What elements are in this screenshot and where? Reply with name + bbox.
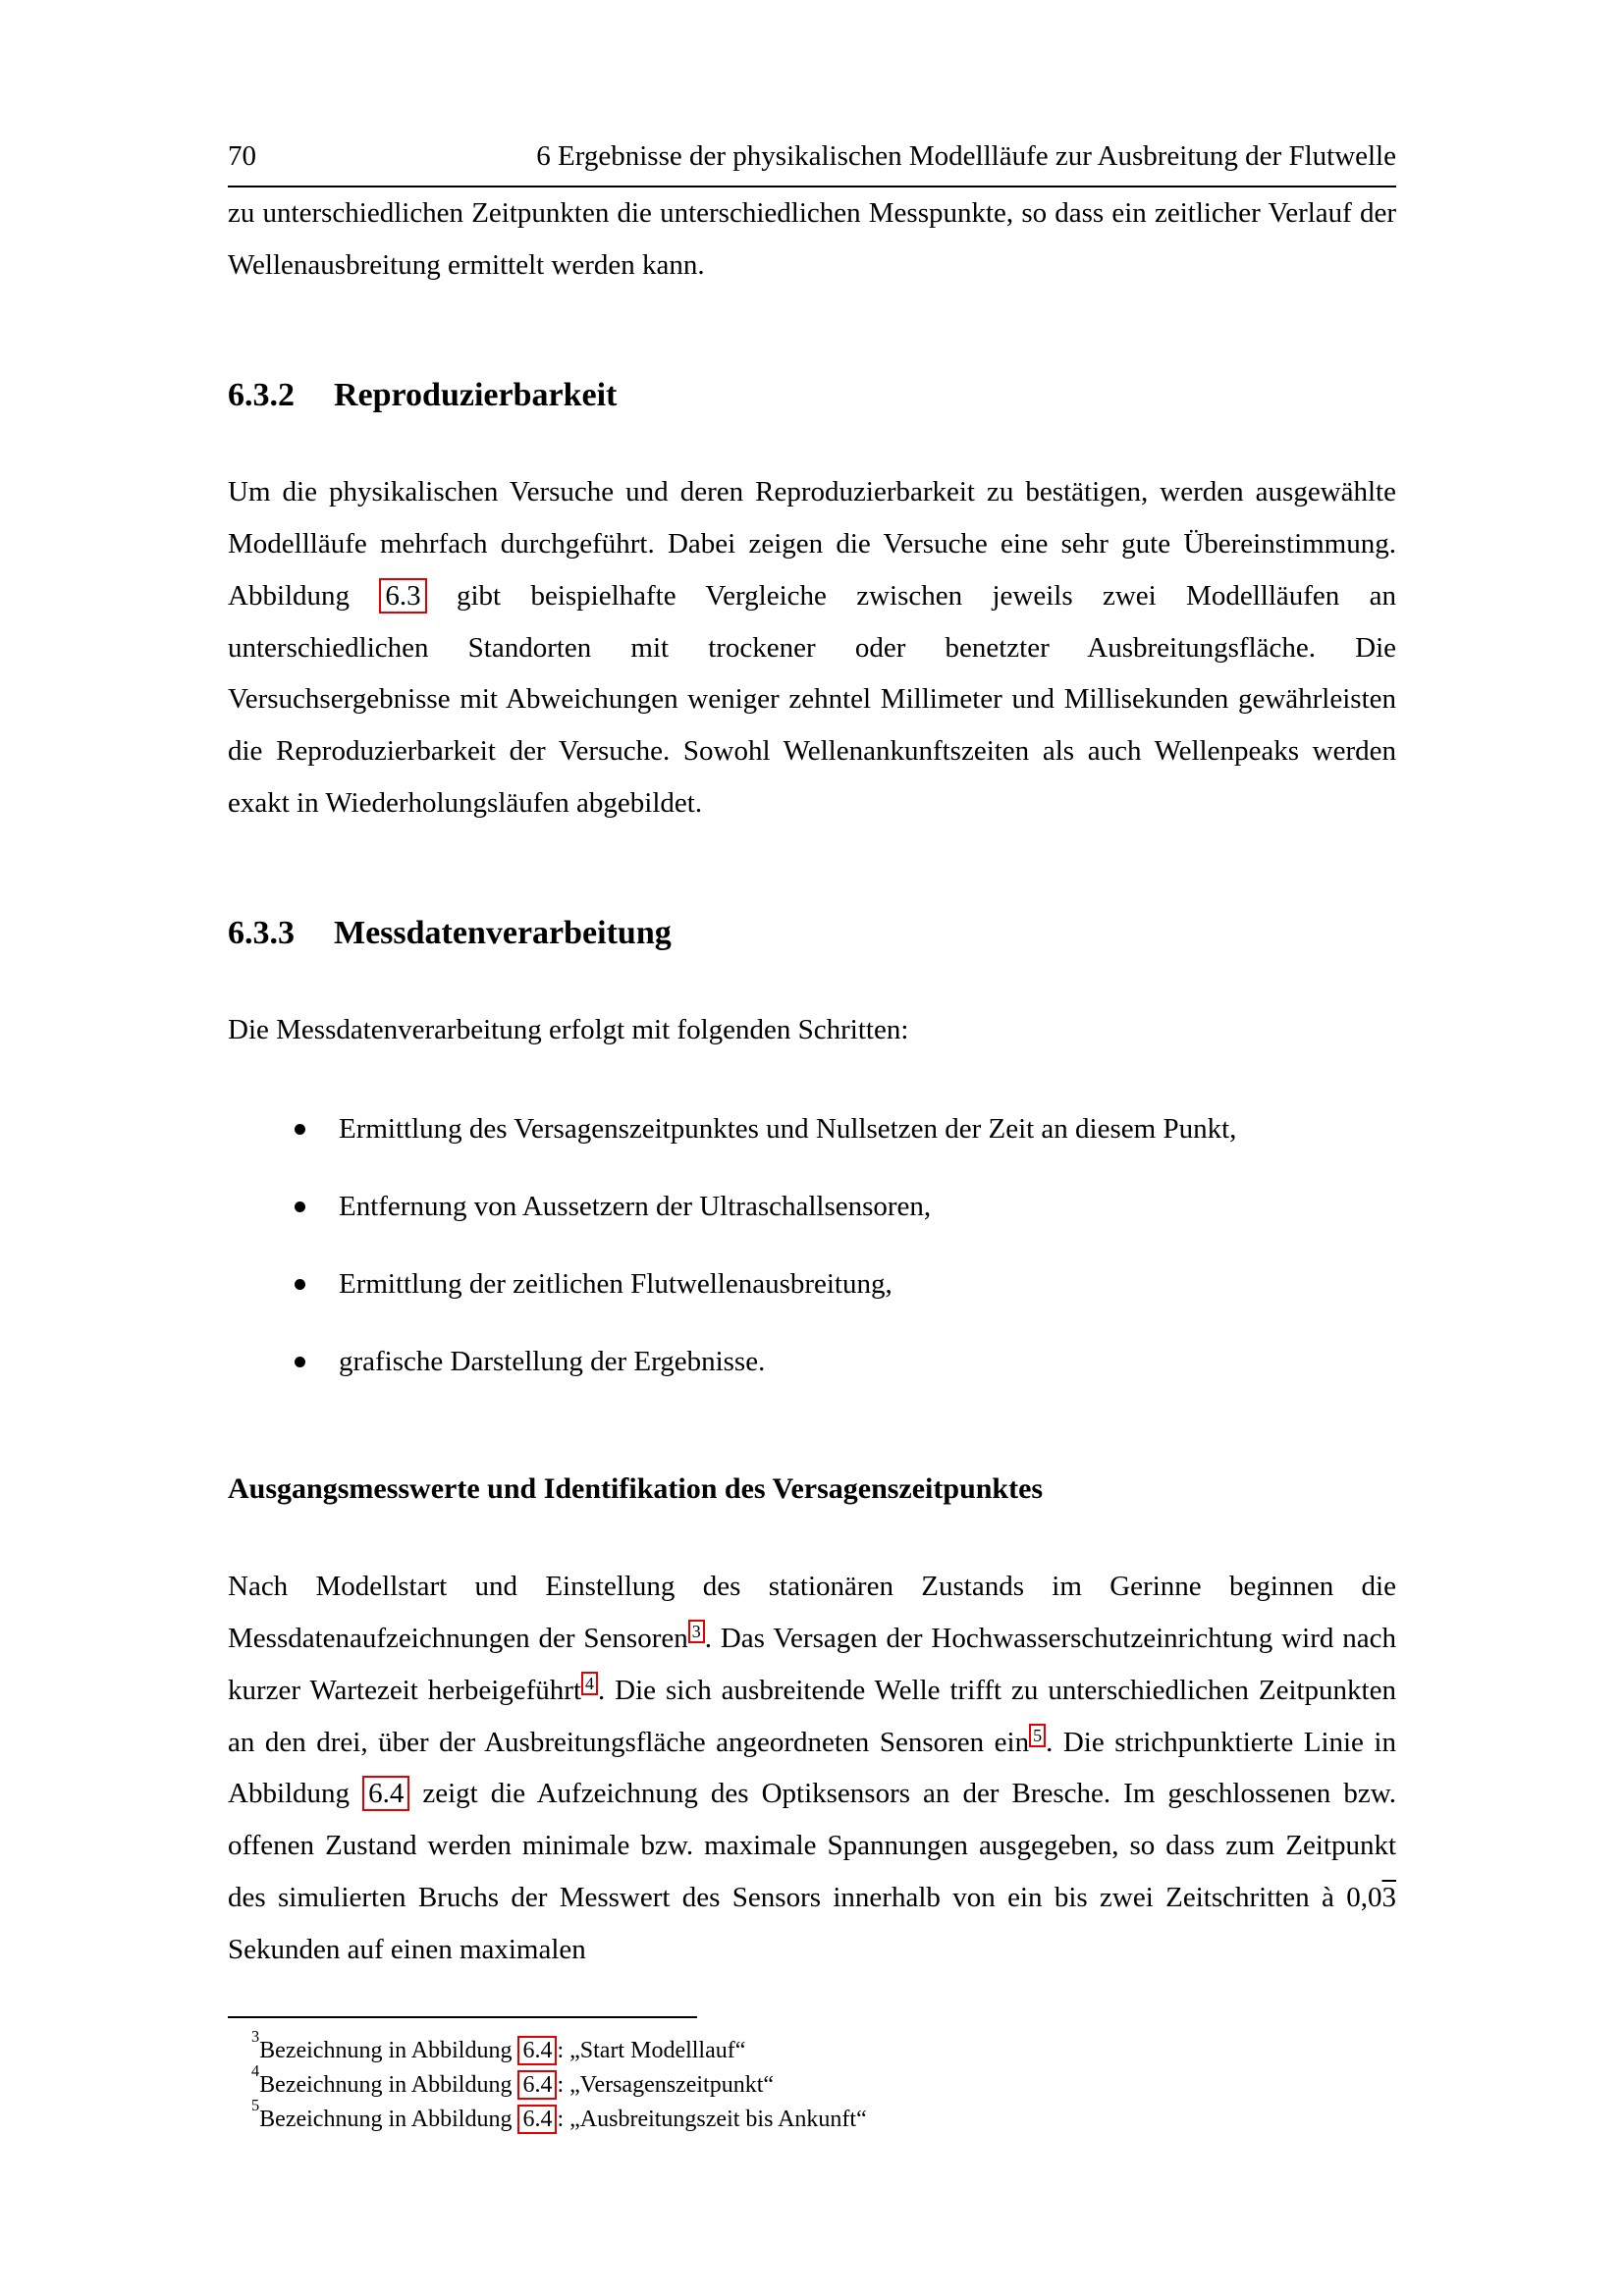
section-title: Reproduzierbarkeit [334,376,618,413]
bullet-icon [295,1279,305,1290]
list-item [295,1181,1396,1233]
footnote-number: 5 [251,2095,260,2114]
bullet-list [228,1103,1396,1387]
subsection-heading-ausgangsmesswerte [228,1469,1396,1508]
paragraph-text: zu unterschiedlichen Zeitpunkten die unterschiedlichen Messpunkte, so dass ein zeitlicher Verlauf der Wellenausbreitung ermittelt werden kann. [228,197,1396,281]
section-number: 6.3.2 [228,376,295,413]
bullet-icon [295,1357,305,1367]
repeating-decimal-digit: 3 [1381,1881,1396,1913]
paragraph-reproduzierbarkeit [228,466,1396,828]
footnote-text: Bezeichnung in Abbildung [259,2107,518,2133]
paragraph-steps-intro [228,1004,1396,1056]
paragraph-text: . Das Versagen der Hochwasserschutzeinrichtung wird nach kurzer Wartezeit herbeigeführt [228,1623,1396,1706]
paragraph-text: . Die sich ausbreitende Welle trifft zu unterschiedlichen Zeitpunkten an den drei, über der Ausbreitungsfläche angeordneten Sensoren ein [228,1674,1396,1758]
paragraph-continuation [228,187,1396,292]
footnote-marker-5[interactable] [1029,1726,1046,1745]
footnote-3-link[interactable]: 3 [688,1620,705,1643]
figure-ref-6-3-link[interactable]: 6.3 [379,578,426,614]
list-item-text: Ermittlung des Versagenszeitpunktes und Nullsetzen der Zeit an diesem Punkt, [339,1113,1237,1146]
bullet-icon [295,1124,305,1135]
footnote-4 [228,2060,1396,2103]
section-heading-632 [228,376,1396,416]
paragraph-ausgangsmesswerte [228,1561,1396,1975]
footnote-rule [228,2016,697,2018]
paragraph-text: zeigt die Aufzeichnung des Optiksensors an der Bresche. Im geschlossenen bzw. offenen Zustand werden minimale bzw. maximale Spannungen ausgegeben, so dass zum Zeitpunkt des simulierten Bruchs der Messwert des Sensors innerhalb von ein bis zwei Zeitschritten à 0,0 [228,1778,1397,1913]
section-heading-633 [228,914,1396,954]
list-item-text: Entfernung von Aussetzern der Ultraschallsensoren, [339,1191,932,1223]
paragraph-text: Nach Modellstart und Einstellung des stationären Zustands im Gerinne beginnen die Messdatenaufzeichnungen der Sensoren [228,1571,1396,1655]
running-title: 6 Ergebnisse der physikalischen Modellläufe zur Ausbreitung der Flutwelle [536,140,1396,172]
footnote-number: 4 [251,2060,260,2080]
page-header [228,140,1396,187]
footnote-3 [228,2027,1396,2068]
footnote-number: 3 [251,2027,260,2047]
footnote-4-link[interactable]: 4 [581,1672,598,1695]
list-item-text: grafische Darstellung der Ergebnisse. [339,1345,766,1377]
paragraph-text: . Die strichpunktierte Linie in Abbildung [228,1726,1396,1810]
paragraph-text: Die Messdatenverarbeitung erfolgt mit folgenden Schritten: [228,1014,909,1046]
footnote-text: Bezeichnung in Abbildung [259,2072,518,2099]
section-title: Messdatenverarbeitung [334,914,672,951]
list-item [295,1258,1396,1310]
footnote-area [228,2016,1396,2136]
subsection-title: Ausgangsmesswerte und Identifikation des Versagenszeitpunktes [228,1472,1044,1506]
bullet-icon [295,1201,305,1212]
section-number: 6.3.3 [228,914,295,951]
list-item [295,1336,1396,1388]
list-item-text: Ermittlung der zeitlichen Flutwellenausbreitung, [339,1267,893,1300]
footnote-5 [228,2095,1396,2137]
paragraph-text: gibt beispielhafte Vergleiche zwischen jeweils zwei Modellläufen an unterschiedlichen Standorten mit trockener oder benetzter Ausbreitungsfläche. Die Versuchsergebnisse mit Abweichungen weniger zehntel Millimeter und Millisekunden gewährleisten die Reproduzierbarkeit der Versuche. Sowohl Wellenankunftszeiten als auch Wellenpeaks werden exakt in Wiederholungsläufen abgebildet. [228,579,1396,819]
figure-ref-6-4-link[interactable]: 6.4 [517,2105,557,2134]
figure-ref-6-4-link[interactable]: 6.4 [517,2070,557,2100]
footnote-text: Bezeichnung in Abbildung [259,2038,518,2064]
paragraph-text: Um die physikalischen Versuche und deren Reproduzierbarkeit zu bestätigen, werden ausgewählte Modellläufe mehrfach durchgeführt. Dabei zeigen die Versuche eine sehr gute Übereinstimmung. Abbildung [228,476,1396,612]
paragraph-text: Sekunden auf einen maximalen [228,1933,586,1965]
footnote-5-link[interactable]: 5 [1029,1724,1046,1747]
footnote-text: : „Start Modelllauf“ [557,2038,746,2064]
list-item [295,1103,1396,1155]
footnote-text: : „Ausbreitungszeit bis Ankunft“ [557,2107,867,2133]
footnote-marker-3[interactable] [688,1622,705,1641]
page-number: 70 [228,140,256,172]
figure-ref-6-4-link[interactable]: 6.4 [362,1776,409,1811]
figure-ref-6-4-link[interactable]: 6.4 [517,2036,557,2065]
footnote-marker-4[interactable] [581,1674,598,1693]
footnote-text: : „Versagenszeitpunkt“ [557,2072,775,2099]
